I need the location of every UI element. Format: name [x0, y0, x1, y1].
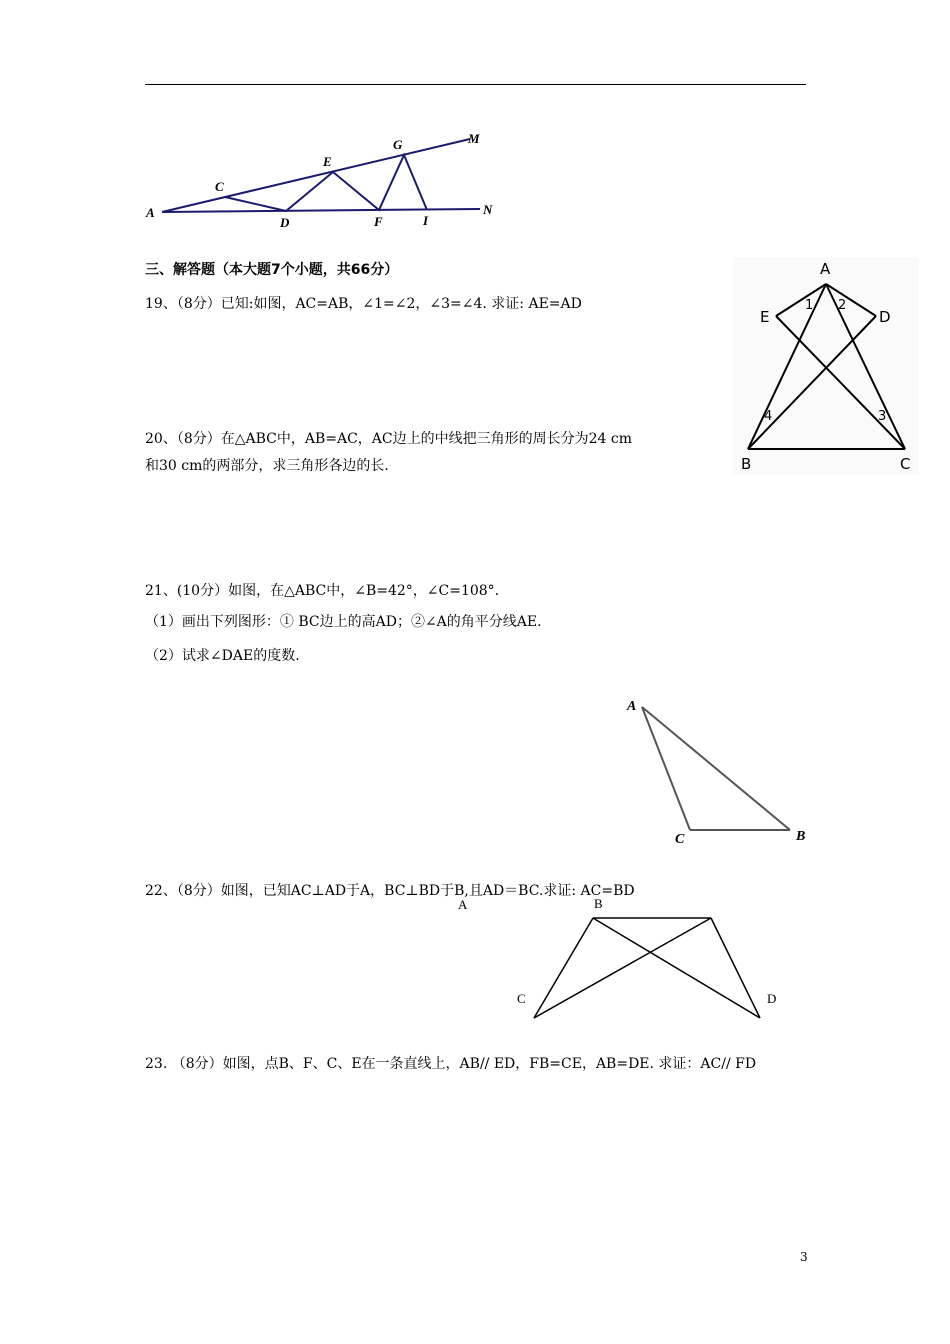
q19-label-C: C: [900, 455, 911, 473]
q21-label-C: C: [675, 832, 685, 847]
question-21-line-2: （1）画出下列图形：① BC边上的高AD；②∠A的角平分线AE.: [145, 614, 542, 630]
question-22: 22、（8分）如图，已知AC⊥AD于A，BC⊥BD于B,且AD＝BC.求证: AC=BD: [145, 883, 635, 899]
question-20-line-2: 和30 cm的两部分，求三角形各边的长.: [145, 458, 389, 474]
label-C: C: [215, 179, 224, 194]
page-number: 3: [800, 1250, 808, 1264]
question-23: 23. （8分）如图，点B、F、C、E在一条直线上，AB// ED，FB=CE，AB=DE. 求证：AC// FD: [145, 1056, 757, 1072]
q22-figure: [458, 893, 795, 1023]
label-D: D: [280, 215, 290, 230]
q19-figure: [733, 257, 919, 475]
label-M: M: [468, 131, 480, 146]
q22-label-C: C: [517, 991, 526, 1006]
label-F: F: [374, 214, 383, 229]
question-21-line-1: 21、(10分）如图，在△ABC中，∠B=42°，∠C=108°．: [145, 583, 509, 599]
q19-angle-4: 4: [764, 409, 773, 424]
label-N: N: [483, 202, 493, 217]
q19-angle-3: 3: [878, 409, 887, 424]
q22-label-A: A: [458, 897, 468, 912]
section-title: 三、解答题（本大题7个小题，共66分）: [145, 262, 399, 278]
label-E: E: [323, 154, 332, 169]
header-rule: [145, 84, 806, 85]
q21-figure: [620, 690, 820, 850]
question-19: 19、（8分）已知:如图，AC=AB，∠1=∠2，∠3=∠4. 求证: AE=AD: [145, 296, 582, 312]
q19-label-E: E: [760, 308, 770, 326]
q19-label-A: A: [820, 260, 831, 278]
q21-label-B: B: [796, 829, 806, 844]
label-A: A: [146, 205, 155, 220]
q22-label-B: B: [594, 896, 603, 911]
q19-label-D: D: [879, 308, 891, 326]
question-21-line-3: （2）试求∠DAE的度数.: [145, 648, 300, 664]
q21-label-A: A: [627, 699, 637, 714]
q22-label-D: D: [767, 991, 777, 1006]
label-G: G: [393, 137, 403, 152]
q19-angle-1: 1: [805, 298, 814, 313]
zigzag-figure: [140, 125, 510, 235]
question-20-line-1: 20、（8分）在△ABC中，AB=AC，AC边上的中线把三角形的周长分为24 cm: [145, 431, 633, 447]
q19-label-B: B: [741, 455, 752, 473]
label-I: I: [423, 213, 429, 228]
q19-angle-2: 2: [838, 298, 847, 313]
